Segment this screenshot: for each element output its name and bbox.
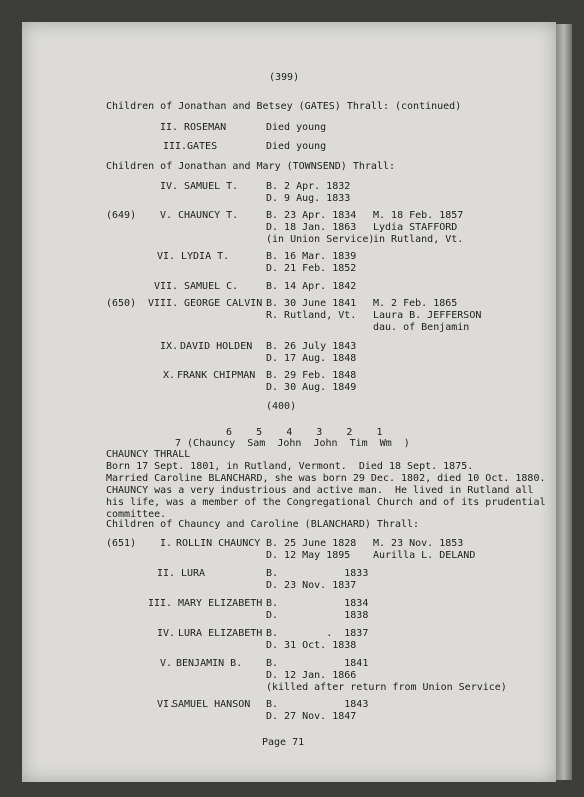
child-birth: B. 1841 xyxy=(266,658,369,669)
child-numeral: V. xyxy=(160,210,173,221)
biography-line: CHAUNCY was a very industrious and active man. He lived in Rutland all xyxy=(106,485,534,496)
child-birth: B. 30 June 1841 xyxy=(266,298,357,309)
child-name: GEORGE CALVIN xyxy=(184,298,263,309)
section-heading-blanchard: Children of Chauncy and Caroline (BLANCHARD) Thrall: xyxy=(106,519,420,530)
child-spouse-parent: dau. of Benjamin xyxy=(373,322,470,333)
child-numeral: II. xyxy=(157,568,176,579)
page-number-mid: (400) xyxy=(266,401,297,412)
biography-line: his life, was a member of the Congregational Church and of its prudential xyxy=(106,497,546,508)
child-marriage: M. 2 Feb. 1865 xyxy=(373,298,458,309)
biography-line: Married Caroline BLANCHARD, she was born 29 Dec. 1802, died 10 Oct. 1880. xyxy=(106,473,546,484)
child-name: ROLLIN CHAUNCY xyxy=(176,538,261,549)
child-death: D. 12 May 1895 xyxy=(266,550,351,561)
page-edge xyxy=(556,24,572,780)
child-death: D. 27 Nov. 1847 xyxy=(266,711,357,722)
child-name: GATES xyxy=(187,141,218,152)
child-numeral: X. xyxy=(163,370,176,381)
section-heading-townsend: Children of Jonathan and Mary (TOWNSEND) Thrall: xyxy=(106,161,395,172)
child-name: MARY ELIZABETH xyxy=(178,598,263,609)
page-footer: Page 71 xyxy=(262,737,305,748)
biography-block xyxy=(106,449,546,521)
section-heading-gates: Children of Jonathan and Betsey (GATES) Thrall: (continued) xyxy=(106,101,462,112)
child-name: LYDIA T. xyxy=(181,251,230,262)
child-name: SAMUEL HANSON xyxy=(172,699,251,710)
child-death: D. 23 Nov. 1837 xyxy=(266,580,357,591)
child-birth: B. 23 Apr. 1834 xyxy=(266,210,357,221)
child-birth: B. . 1837 xyxy=(266,628,369,639)
child-marriage: M. 23 Nov. 1853 xyxy=(373,538,464,549)
child-name: SAMUEL T. xyxy=(184,181,239,192)
child-birth: Died young xyxy=(266,122,327,133)
child-birth: B. 2 Apr. 1832 xyxy=(266,181,351,192)
ref-number: (651) xyxy=(106,538,137,549)
child-note: (killed after return from Union Service) xyxy=(266,682,507,693)
child-death: D. 31 Oct. 1838 xyxy=(266,640,357,651)
ref-number: (650) xyxy=(106,298,137,309)
page-number-top: (399) xyxy=(269,72,300,83)
child-name: SAMUEL C. xyxy=(184,281,239,292)
child-numeral: VII. xyxy=(154,281,179,292)
child-name: FRANK CHIPMAN xyxy=(177,370,256,381)
child-numeral: II. xyxy=(160,122,179,133)
child-death: D. 30 Aug. 1849 xyxy=(266,382,357,393)
child-spouse: Lydia STAFFORD xyxy=(373,222,458,233)
child-birth: B. 26 July 1843 xyxy=(266,341,357,352)
child-name: BENJAMIN B. xyxy=(176,658,243,669)
child-spouse: Aurilla L. DELAND xyxy=(373,550,476,561)
child-birth: B. 14 Apr. 1842 xyxy=(266,281,357,292)
child-name: LURA ELIZABETH xyxy=(178,628,263,639)
biography-line: committee. xyxy=(106,509,167,520)
child-numeral: IV. xyxy=(160,181,179,192)
child-marriage: M. 18 Feb. 1857 xyxy=(373,210,464,221)
child-numeral: III. xyxy=(163,141,188,152)
child-death: D. 9 Aug. 1833 xyxy=(266,193,351,204)
child-numeral: VI. xyxy=(157,251,176,262)
child-birth: B. 1834 xyxy=(266,598,369,609)
child-numeral: IV. xyxy=(157,628,176,639)
child-numeral: VIII. xyxy=(148,298,179,309)
child-numeral: IX. xyxy=(160,341,179,352)
child-name: CHAUNCY T. xyxy=(178,210,239,221)
child-birth: B. 1833 xyxy=(266,568,369,579)
child-residence: R. Rutland, Vt. xyxy=(266,310,357,321)
child-birth: B. 25 June 1828 xyxy=(266,538,357,549)
child-note: (in Union Service) xyxy=(266,234,375,245)
child-death: D. 21 Feb. 1852 xyxy=(266,263,357,274)
child-marriage-place: in Rutland, Vt. xyxy=(373,234,464,245)
child-death: D. 1838 xyxy=(266,610,369,621)
child-birth: B. 16 Mar. 1839 xyxy=(266,251,357,262)
pedigree-numbers: 6 5 4 3 2 1 xyxy=(226,427,383,438)
child-numeral: V. xyxy=(160,658,173,669)
child-death: D. 18 Jan. 1863 xyxy=(266,222,357,233)
pedigree-names: 7 (Chauncy Sam John John Tim Wm ) xyxy=(175,438,410,449)
child-birth: Died young xyxy=(266,141,327,152)
child-birth: B. 29 Feb. 1848 xyxy=(266,370,357,381)
child-name: ROSEMAN xyxy=(184,122,227,133)
child-spouse: Laura B. JEFFERSON xyxy=(373,310,482,321)
child-name: DAVID HOLDEN xyxy=(180,341,253,352)
ref-number: (649) xyxy=(106,210,137,221)
child-birth: B. 1843 xyxy=(266,699,369,710)
child-name: LURA xyxy=(181,568,206,579)
child-death: D. 12 Jan. 1866 xyxy=(266,670,357,681)
person-title: CHAUNCY THRALL xyxy=(106,449,191,460)
child-death: D. 17 Aug. 1848 xyxy=(266,353,357,364)
biography-line: Born 17 Sept. 1801, in Rutland, Vermont. Died 18 Sept. 1875. xyxy=(106,461,474,472)
child-numeral: III. xyxy=(148,598,173,609)
child-numeral: I. xyxy=(160,538,173,549)
child-numeral: VI. xyxy=(157,699,176,710)
